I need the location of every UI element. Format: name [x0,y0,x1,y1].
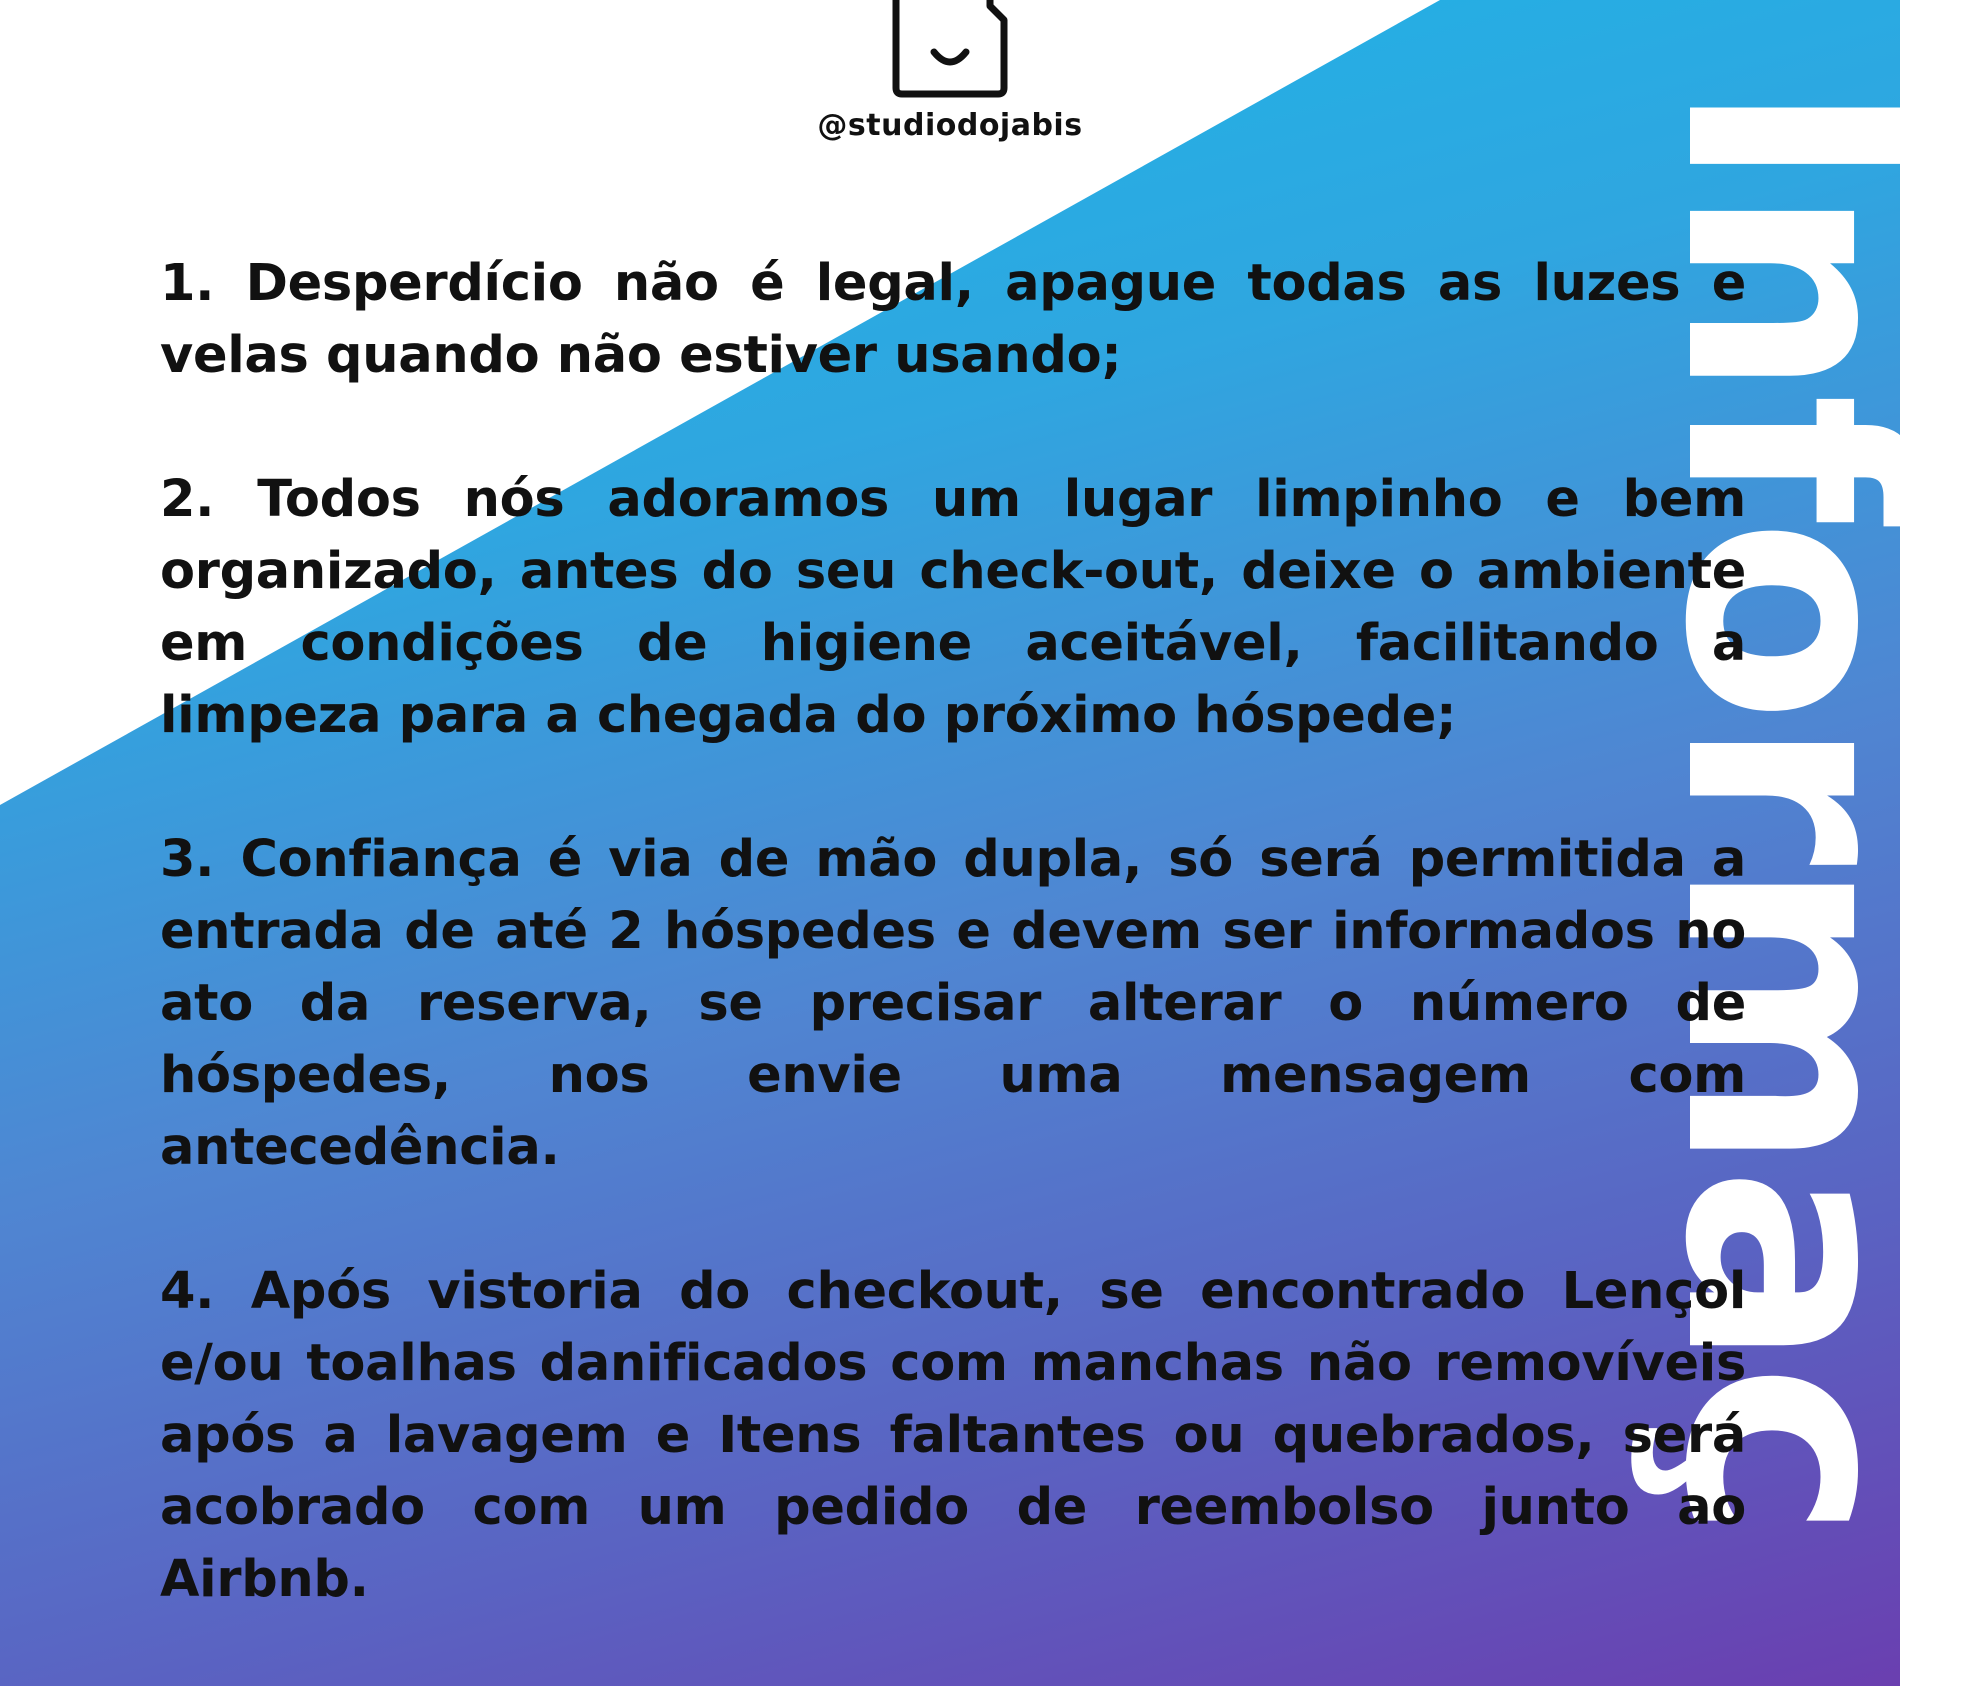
house-rules-list [160,248,1746,1616]
instagram-handle: @studiodojabis [817,108,1083,143]
rule-3: 3. Confiança é via de mão dupla, só será permitida a entrada de até 2 hóspedes e devem ser informados no ato da reserva, se precisar alterar o número de hóspedes, nos envie uma mensagem com antecedência. [160,830,1746,1177]
rule-2: 2. Todos nós adoramos um lugar limpinho e bem organizado, antes do seu check-out, deixe o ambiente em condições de higiene aceitável, facilitando a limpeza para a chegada do próximo hóspede; [160,470,1746,745]
vertical-side-word: Informaç [1619,80,1968,1535]
smiling-house-icon [890,0,1010,100]
brand-logo [0,0,1900,150]
rule-1: 1. Desperdício não é legal, apague todas as luzes e velas quando não estiver usando; [160,254,1746,385]
rule-4: 4. Após vistoria do checkout, se encontrado Lençol e/ou toalhas danificados com manchas não removíveis após a lavagem e Itens faltantes ou quebrados, será acobrado com um pedido de reembolso junto ao Airbnb. [160,1262,1746,1609]
